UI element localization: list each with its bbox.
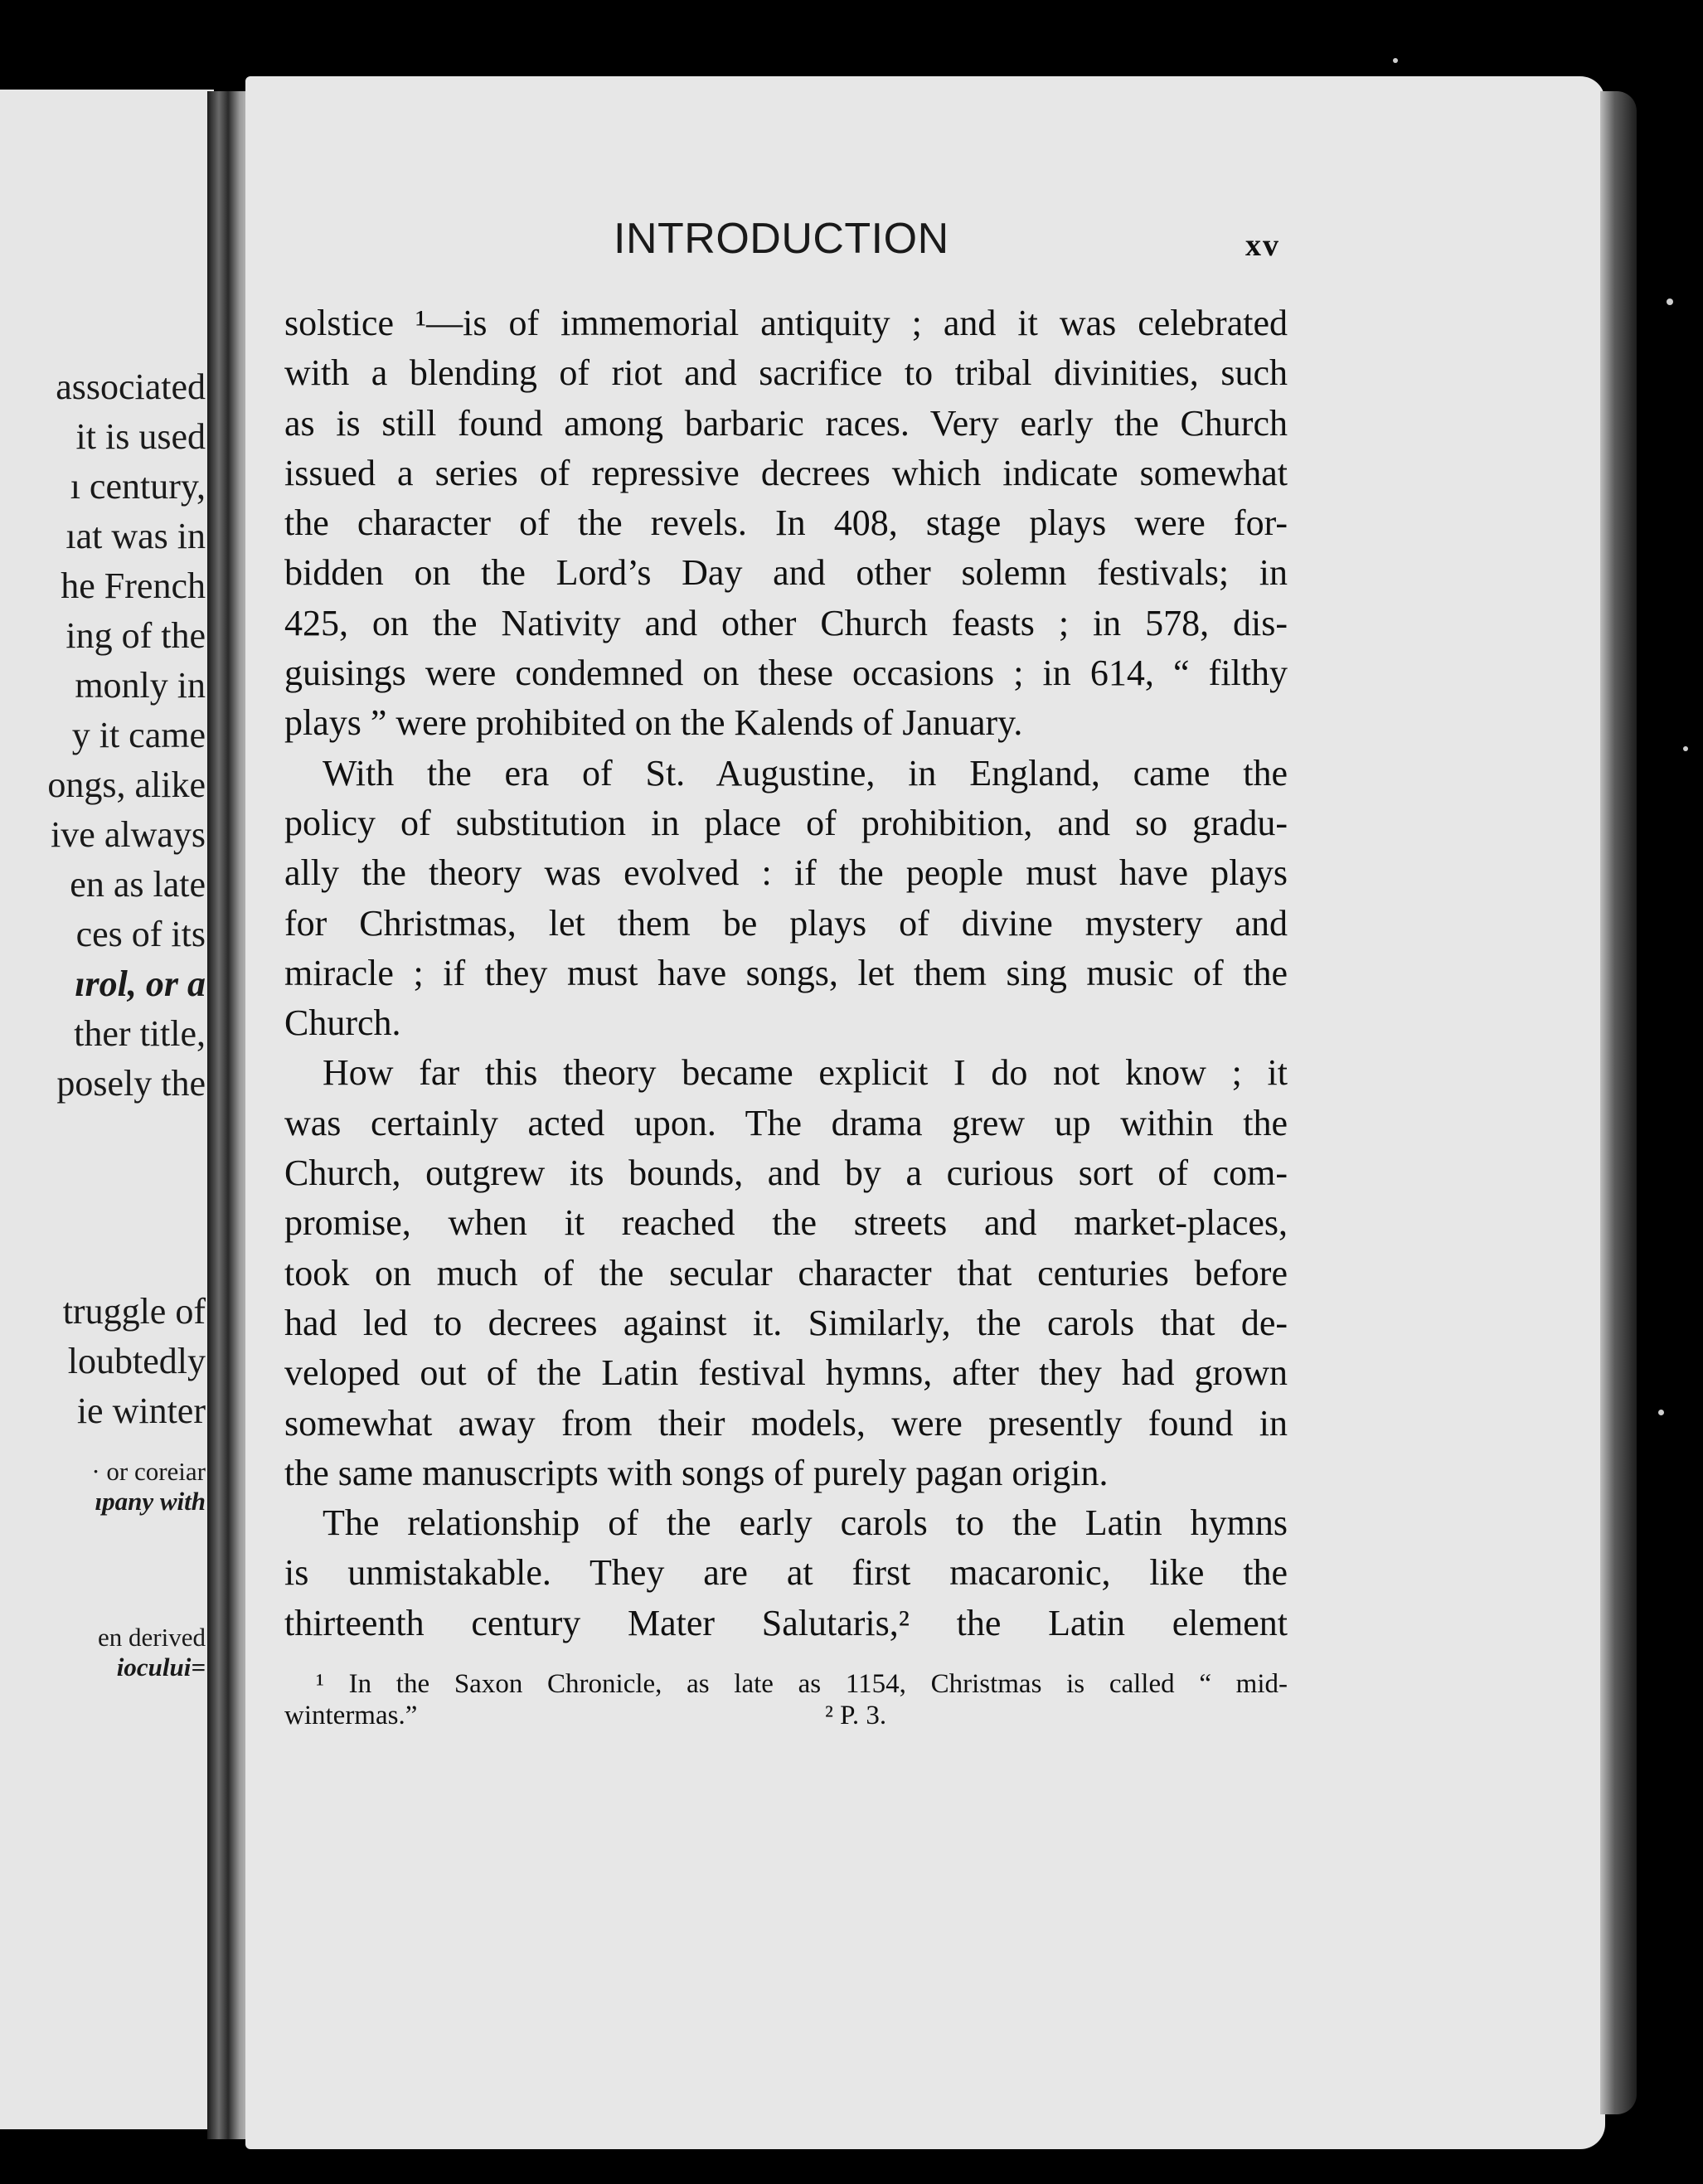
text-line: somewhat away from their models, were presently found in [284, 1402, 1288, 1444]
left-page-line: he French [61, 565, 206, 606]
text-line: Church. [284, 1002, 401, 1044]
left-page-line: ırol, or a [75, 963, 206, 1004]
left-page-line: truggle of [62, 1291, 206, 1332]
text-line: is unmistakable. They are at first macaronic, like the [284, 1552, 1288, 1594]
page-number: xv [1245, 228, 1280, 263]
left-page-line: ı century, [70, 466, 206, 507]
text-line: with a blending of riot and sacrifice to tribal divinities, such [284, 352, 1288, 394]
left-page-line: ing of the [66, 615, 206, 656]
scan-speck [1658, 1410, 1664, 1415]
text-line: miracle ; if they must have songs, let them sing music of the [284, 952, 1288, 993]
left-page-line: ces of its [75, 914, 206, 954]
text-line: veloped out of the Latin festival hymns, after they had grown [284, 1352, 1288, 1394]
footnotes [284, 1668, 1288, 1731]
left-page-line: posely the [56, 1063, 206, 1104]
left-page-line: iocului= [116, 1653, 206, 1682]
text-line: How far this theory became explicit I do not know ; it [323, 1052, 1288, 1094]
text-line: Church, outgrew its bounds, and by a curious sort of com- [284, 1153, 1288, 1194]
text-line: The relationship of the early carols to the Latin hymns [323, 1502, 1288, 1544]
scan-speck [1683, 746, 1688, 751]
text-line: plays ” were prohibited on the Kalends of January. [284, 702, 1023, 744]
text-line: the same manuscripts with songs of purely pagan origin. [284, 1452, 1109, 1493]
scan-speck [1667, 298, 1673, 305]
running-head: INTRODUCTION [614, 215, 949, 263]
left-page-line: ıat was in [66, 516, 206, 556]
text-line: policy of substitution in place of prohibition, and so gradu- [284, 802, 1288, 843]
text-line: bidden on the Lord’s Day and other solemn festivals; in [284, 552, 1288, 594]
left-page-line: ie winter [76, 1390, 206, 1431]
left-page-line: ther title, [74, 1013, 206, 1054]
left-page-line: y it came [71, 715, 206, 755]
text-line: the character of the revels. In 408, stage plays were for- [284, 502, 1288, 544]
left-page [0, 90, 214, 2129]
left-page-line: en derived [98, 1623, 206, 1652]
scan-speck [1393, 58, 1398, 63]
text-line: issued a series of repressive decrees which indicate somewhat [284, 452, 1288, 493]
body-text [284, 298, 1288, 1648]
text-line: for Christmas, let them be plays of divine mystery and [284, 902, 1288, 944]
text-line: as is still found among barbaric races. Very early the Church [284, 402, 1288, 444]
left-page-line: en as late [70, 864, 206, 905]
footnote-line [284, 1700, 1288, 1731]
left-page-line: associated [56, 366, 206, 407]
left-page-line: it is used [75, 416, 206, 457]
page-edge [1600, 91, 1637, 2114]
footnote-1: ¹ In the Saxon Chronicle, as late as 1154, Christmas is called “ mid- [316, 1669, 1288, 1699]
text-line: solstice ¹—is of immemorial antiquity ; and it was celebrated [284, 303, 1288, 343]
footnote-1-continuation: wintermas.” [284, 1701, 418, 1730]
text-line: thirteenth century Mater Salutaris,² the Latin element [284, 1602, 1288, 1643]
footnote-2: ² P. 3. [825, 1701, 887, 1730]
text-line: was certainly acted upon. The drama grew up within the [284, 1102, 1288, 1143]
left-page-line: ive always [51, 814, 206, 855]
text-line: With the era of St. Augustine, in England, came the [323, 752, 1288, 794]
text-line: had led to decrees against it. Similarly, the carols that de- [284, 1302, 1288, 1343]
text-line: promise, when it reached the streets and market-places, [284, 1202, 1288, 1244]
left-page-line: · or coreiar [91, 1457, 206, 1486]
left-page-line: ıpany with [95, 1487, 206, 1516]
text-line: guisings were condemned on these occasions ; in 614, “ filthy [284, 653, 1288, 694]
left-page-line: loubtedly [67, 1341, 206, 1381]
text-line: 425, on the Nativity and other Church feasts ; in 578, dis- [284, 602, 1288, 643]
text-line: ally the theory was evolved : if the people must have plays [284, 852, 1288, 894]
left-page-line: ongs, alike [47, 764, 206, 805]
text-line: took on much of the secular character that centuries before [284, 1252, 1288, 1293]
left-page-line: monly in [75, 665, 206, 706]
